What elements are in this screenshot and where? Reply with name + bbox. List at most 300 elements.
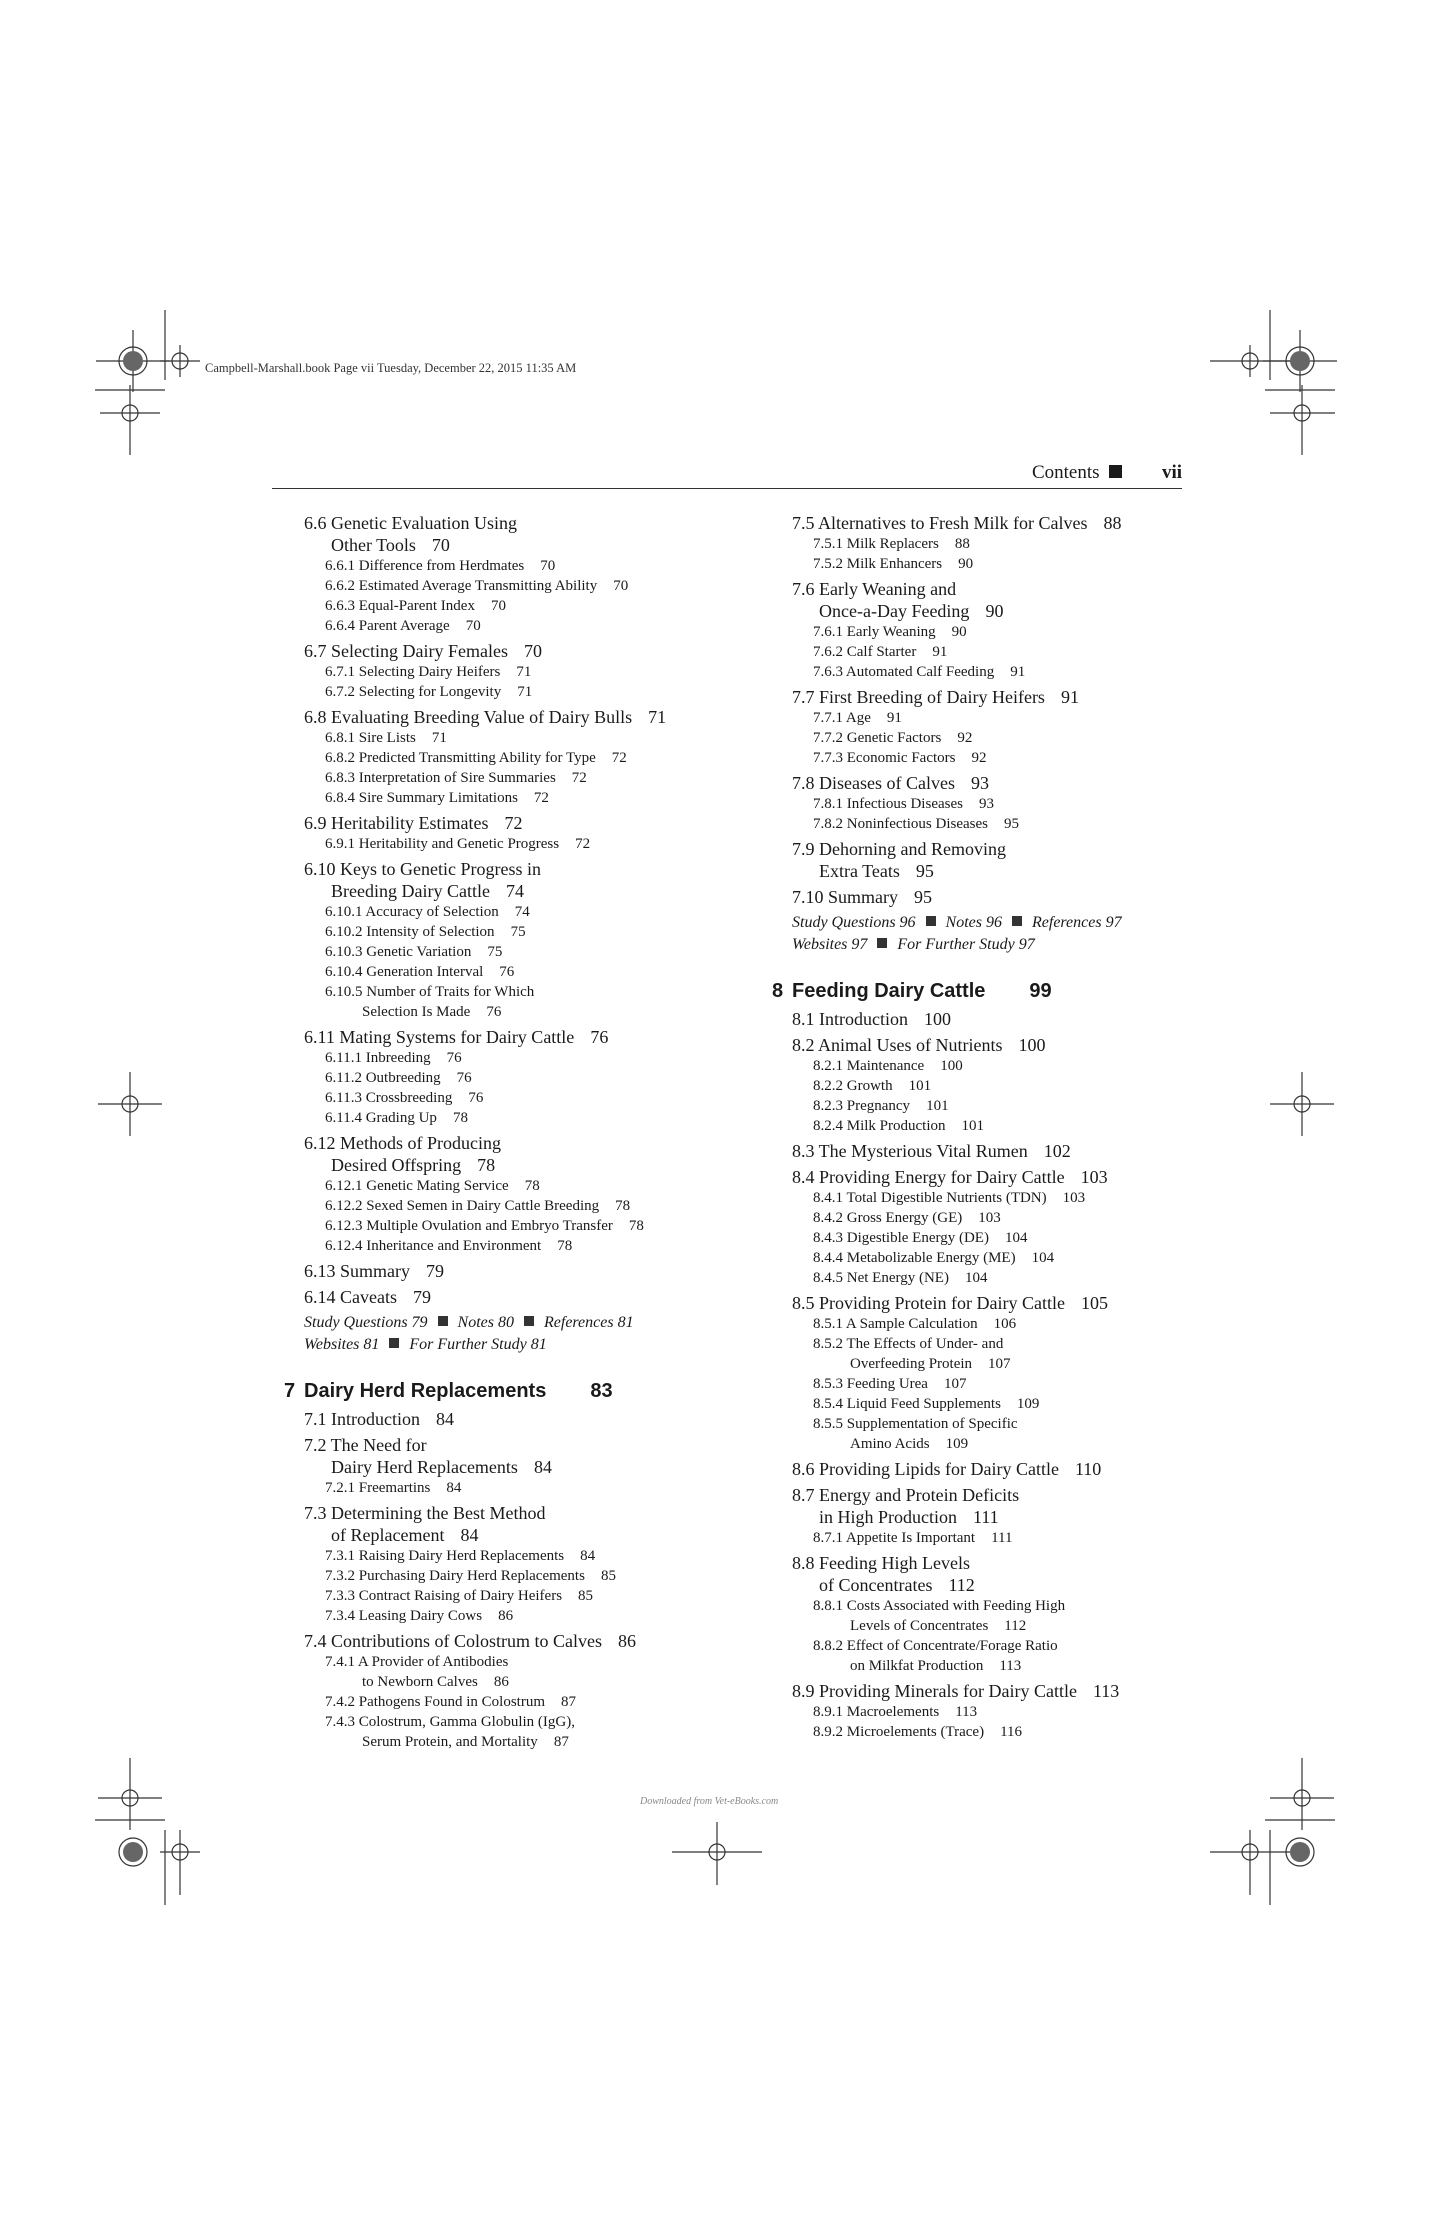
entry-title: 8.4.5 Net Energy (NE)	[813, 1270, 949, 1286]
toc-subsection-entry[interactable]	[272, 902, 742, 922]
entry-page-number: 88	[954, 536, 970, 552]
entry-page-number: 111	[991, 1530, 1013, 1546]
entry-title-continued: Levels of Concentrates 112	[850, 1618, 1027, 1634]
end-matter-item: Notes 96	[945, 914, 1002, 931]
entry-page-number: 75	[510, 924, 526, 940]
toc-subsection-entry[interactable]	[760, 708, 1230, 728]
chapter-number: 7	[284, 1380, 296, 1402]
toc-section-entry[interactable]	[760, 1484, 1230, 1528]
toc-subsection-entry[interactable]	[760, 1228, 1230, 1248]
bullet-square-icon	[524, 1316, 534, 1326]
toc-section-entry[interactable]	[760, 1680, 1230, 1702]
toc-subsection-entry[interactable]	[760, 1188, 1230, 1208]
entry-page-number: 76	[499, 964, 515, 980]
toc-subsection-entry[interactable]	[272, 1478, 742, 1498]
toc-subsection-entry[interactable]	[760, 1208, 1230, 1228]
entry-title: 7.9 Dehorning and Removing	[792, 839, 1006, 859]
entry-page-number: 100	[923, 1009, 951, 1029]
entry-title: 8.8 Feeding High Levels	[792, 1553, 970, 1573]
entry-title: 7.7.1 Age	[813, 710, 871, 726]
entry-page-number: 103	[1062, 1190, 1086, 1206]
entry-page-number: 87	[561, 1694, 577, 1710]
end-matter-item: For Further Study 97	[897, 936, 1035, 953]
toc-left-column	[272, 508, 742, 1752]
entry-page-number: 101	[926, 1098, 949, 1114]
toc-subsection-entry[interactable]	[272, 576, 742, 596]
entry-title: 8.5.5 Supplementation of Specific	[813, 1416, 1018, 1432]
entry-page-number: 104	[1031, 1250, 1055, 1266]
entry-page-number: 90	[958, 556, 974, 572]
entry-page-number: 70	[540, 558, 556, 574]
entry-page-number: 103	[1080, 1167, 1108, 1187]
toc-section-entry[interactable]	[272, 1434, 742, 1478]
entry-page-number: 100	[940, 1058, 963, 1074]
toc-section-entry[interactable]	[272, 1132, 742, 1176]
toc-subsection-entry[interactable]	[272, 748, 742, 768]
entry-title: 7.10 Summary	[792, 887, 898, 907]
toc-subsection-entry[interactable]	[760, 1334, 1230, 1374]
entry-title: 6.8 Evaluating Breeding Value of Dairy Bulls	[304, 707, 633, 727]
toc-subsection-entry[interactable]	[272, 1712, 742, 1752]
entry-page-number: 76	[446, 1050, 462, 1066]
toc-subsection-entry[interactable]	[760, 1636, 1230, 1676]
toc-section-entry[interactable]	[760, 512, 1230, 534]
entry-title: 6.6.4 Parent Average	[325, 618, 450, 634]
toc-subsection-entry[interactable]	[272, 1068, 742, 1088]
bullet-square-icon	[877, 938, 887, 948]
entry-title: 6.12.3 Multiple Ovulation and Embryo Transfer	[325, 1218, 613, 1234]
entry-title: 6.9.1 Heritability and Genetic Progress	[325, 836, 560, 852]
entry-title-continued: in High Production 111	[819, 1507, 999, 1527]
entry-title: 8.8.2 Effect of Concentrate/Forage Ratio	[813, 1638, 1058, 1654]
entry-title: 6.8.3 Interpretation of Sire Summaries	[325, 770, 556, 786]
entry-page-number: 88	[1103, 513, 1122, 533]
entry-title: 8.2.4 Milk Production	[813, 1118, 946, 1134]
entry-page-number: 105	[1080, 1293, 1108, 1313]
entry-title: 7.8 Diseases of Calves	[792, 773, 955, 793]
entry-title: 8.9.1 Macroelements	[813, 1704, 940, 1720]
header-title: Contents	[1032, 462, 1122, 484]
entry-page-number: 70	[523, 641, 542, 661]
entry-page-number: 76	[468, 1090, 484, 1106]
entry-title: 6.9 Heritability Estimates	[304, 813, 489, 833]
entry-title: 8.2 Animal Uses of Nutrients	[792, 1035, 1003, 1055]
entry-page-number: 72	[575, 836, 591, 852]
entry-page-number: 104	[964, 1270, 988, 1286]
toc-subsection-entry[interactable]	[272, 616, 742, 636]
entry-page-number: 93	[978, 796, 994, 812]
toc-subsection-entry[interactable]	[272, 922, 742, 942]
bullet-square-icon	[1012, 916, 1022, 926]
entry-page-number: 70	[431, 535, 450, 555]
entry-title: 6.7.1 Selecting Dairy Heifers	[325, 664, 501, 680]
bullet-square-icon	[926, 916, 936, 926]
entry-title-continued: Amino Acids 109	[850, 1436, 969, 1452]
entry-page-number: 112	[948, 1575, 975, 1595]
entry-title: 7.3.3 Contract Raising of Dairy Heifers	[325, 1588, 563, 1604]
entry-title-continued: on Milkfat Production 113	[850, 1658, 1022, 1674]
toc-subsection-entry[interactable]	[760, 1528, 1230, 1548]
toc-subsection-entry[interactable]	[760, 642, 1230, 662]
toc-section-entry[interactable]	[272, 858, 742, 902]
entry-title-continued: Other Tools 70	[331, 535, 450, 555]
entry-page-number: 85	[600, 1568, 616, 1584]
entry-page-number: 92	[971, 750, 987, 766]
entry-title: 7.8.2 Noninfectious Diseases	[813, 816, 988, 832]
entry-page-number: 109	[945, 1436, 969, 1452]
entry-page-number: 93	[970, 773, 989, 793]
toc-subsection-entry[interactable]	[272, 1236, 742, 1256]
entry-title: 7.1 Introduction	[304, 1409, 420, 1429]
end-matter-item: References 97	[1032, 914, 1122, 931]
toc-end-matter[interactable]	[760, 912, 1230, 956]
entry-title-continued: Desired Offspring 78	[331, 1155, 496, 1175]
entry-title: 7.4.2 Pathogens Found in Colostrum	[325, 1694, 546, 1710]
entry-page-number: 84	[533, 1457, 552, 1477]
entry-title: 6.7.2 Selecting for Longevity	[325, 684, 502, 700]
entry-title: 6.11 Mating Systems for Dairy Cattle	[304, 1027, 575, 1047]
toc-section-entry[interactable]	[272, 812, 742, 834]
entry-page-number: 103	[978, 1210, 1001, 1226]
toc-subsection-entry[interactable]	[272, 1652, 742, 1692]
entry-page-number: 75	[487, 944, 503, 960]
entry-page-number: 86	[618, 1631, 637, 1651]
entry-title: 8.9.2 Microelements (Trace)	[813, 1724, 985, 1740]
chapter-title: Dairy Herd Replacements	[304, 1380, 547, 1402]
chapter-title: Feeding Dairy Cattle	[792, 980, 986, 1002]
toc-subsection-entry[interactable]	[272, 1216, 742, 1236]
toc-section-entry[interactable]	[760, 1166, 1230, 1188]
entry-title: 6.6.3 Equal-Parent Index	[325, 598, 475, 614]
toc-section-entry[interactable]	[760, 1292, 1230, 1314]
entry-page-number: 72	[504, 813, 523, 833]
entry-title: 6.11.1 Inbreeding	[325, 1050, 431, 1066]
end-matter-item: Notes 80	[457, 1314, 514, 1331]
toc-end-matter[interactable]	[272, 1312, 742, 1356]
entry-title: 7.8.1 Infectious Diseases	[813, 796, 963, 812]
chapter-page-number: 83	[590, 1380, 613, 1402]
bullet-square-icon	[389, 1338, 399, 1348]
toc-section-entry[interactable]	[272, 706, 742, 728]
toc-subsection-entry[interactable]	[272, 962, 742, 982]
entry-page-number: 71	[648, 707, 667, 727]
toc-section-entry[interactable]	[272, 1502, 742, 1546]
entry-page-number: 92	[957, 730, 973, 746]
toc-subsection-entry[interactable]	[272, 682, 742, 702]
entry-page-number: 113	[955, 1704, 978, 1720]
entry-page-number: 76	[486, 1004, 502, 1020]
entry-title-continued: to Newborn Calves 86	[362, 1674, 509, 1690]
toc-chapter-heading[interactable]	[272, 1378, 742, 1404]
toc-subsection-entry[interactable]	[760, 1596, 1230, 1636]
toc-subsection-entry[interactable]	[272, 1108, 742, 1128]
toc-subsection-entry[interactable]	[760, 1414, 1230, 1454]
entry-page-number: 109	[1016, 1396, 1040, 1412]
entry-title-continued: Selection Is Made 76	[362, 1004, 502, 1020]
entry-page-number: 91	[932, 644, 948, 660]
toc-section-entry[interactable]	[760, 886, 1230, 908]
chapter-page-number: 99	[1029, 980, 1052, 1002]
entry-title: 6.10.3 Genetic Variation	[325, 944, 472, 960]
entry-title: 6.6.2 Estimated Average Transmitting Ability	[325, 578, 598, 594]
entry-title: 6.12.4 Inheritance and Environment	[325, 1238, 542, 1254]
entry-page-number: 72	[611, 750, 627, 766]
entry-title: 6.11.4 Grading Up	[325, 1110, 437, 1126]
entry-page-number: 104	[1004, 1230, 1028, 1246]
entry-page-number: 86	[493, 1674, 509, 1690]
entry-title: 6.7 Selecting Dairy Females	[304, 641, 508, 661]
entry-page-number: 74	[514, 904, 530, 920]
toc-subsection-entry[interactable]	[760, 1722, 1230, 1742]
toc-subsection-entry[interactable]	[272, 834, 742, 854]
entry-title-continued: Breeding Dairy Cattle 74	[331, 881, 524, 901]
toc-section-entry[interactable]	[760, 686, 1230, 708]
toc-subsection-entry[interactable]	[272, 728, 742, 748]
entry-title: 7.7.2 Genetic Factors	[813, 730, 942, 746]
toc-subsection-entry[interactable]	[272, 1606, 742, 1626]
entry-title: 6.10.1 Accuracy of Selection	[325, 904, 499, 920]
page-number: vii	[1161, 462, 1182, 483]
toc-subsection-entry[interactable]	[760, 1056, 1230, 1076]
entry-title: 8.4.4 Metabolizable Energy (ME)	[813, 1250, 1016, 1266]
entry-title: 6.12.1 Genetic Mating Service	[325, 1178, 509, 1194]
toc-section-entry[interactable]	[760, 1140, 1230, 1162]
toc-subsection-entry[interactable]	[760, 728, 1230, 748]
entry-title: 8.5.3 Feeding Urea	[813, 1376, 928, 1392]
toc-subsection-entry[interactable]	[272, 1586, 742, 1606]
entry-page-number: 78	[628, 1218, 644, 1234]
end-matter-item: References 81	[544, 1314, 634, 1331]
toc-subsection-entry[interactable]	[272, 768, 742, 788]
toc-right-column	[760, 508, 1230, 1742]
entry-page-number: 113	[1092, 1681, 1120, 1701]
entry-title: 7.5.1 Milk Replacers	[813, 536, 939, 552]
entry-title: 8.7.1 Appetite Is Important	[813, 1530, 976, 1546]
entry-title: 8.5.1 A Sample Calculation	[813, 1316, 978, 1332]
end-matter-line	[792, 934, 1230, 956]
toc-subsection-entry[interactable]	[272, 1546, 742, 1566]
entry-title: 6.6.1 Difference from Herdmates	[325, 558, 525, 574]
entry-title: 7.2 The Need for	[304, 1435, 427, 1455]
entry-page-number: 95	[914, 887, 932, 907]
entry-page-number: 95	[915, 861, 934, 881]
end-matter-item: For Further Study 81	[409, 1336, 547, 1353]
entry-page-number: 91	[1060, 687, 1079, 707]
entry-page-number: 84	[460, 1525, 479, 1545]
entry-title: 7.6 Early Weaning and	[792, 579, 957, 599]
toc-section-entry[interactable]	[760, 578, 1230, 622]
toc-subsection-entry[interactable]	[760, 1394, 1230, 1414]
toc-section-entry[interactable]	[272, 512, 742, 556]
toc-subsection-entry[interactable]	[760, 1374, 1230, 1394]
entry-page-number: 72	[533, 790, 549, 806]
entry-page-number: 71	[516, 664, 532, 680]
entry-title: 6.12.2 Sexed Semen in Dairy Cattle Breeding	[325, 1198, 600, 1214]
toc-section-entry[interactable]	[272, 1630, 742, 1652]
entry-page-number: 70	[613, 578, 629, 594]
toc-subsection-entry[interactable]	[272, 942, 742, 962]
entry-title: 7.6.3 Automated Calf Feeding	[813, 664, 995, 680]
entry-title: 8.5.2 The Effects of Under- and	[813, 1336, 1004, 1352]
entry-title: 6.12 Methods of Producing	[304, 1133, 501, 1153]
entry-page-number: 78	[524, 1178, 540, 1194]
entry-page-number: 71	[431, 730, 447, 746]
entry-title: 6.6 Genetic Evaluation Using	[304, 513, 517, 533]
end-matter-item: Websites 97	[792, 936, 868, 953]
entry-page-number: 72	[571, 770, 587, 786]
toc-subsection-entry[interactable]	[272, 788, 742, 808]
entry-title: 8.6 Providing Lipids for Dairy Cattle	[792, 1459, 1059, 1479]
entry-page-number: 101	[961, 1118, 985, 1134]
toc-subsection-entry[interactable]	[760, 1268, 1230, 1288]
entry-title: 7.3 Determining the Best Method	[304, 1503, 546, 1523]
entry-title: 6.10.4 Generation Interval	[325, 964, 484, 980]
entry-page-number: 101	[908, 1078, 932, 1094]
entry-page-number: 85	[578, 1588, 594, 1604]
toc-subsection-entry[interactable]	[272, 1048, 742, 1068]
entry-page-number: 84	[435, 1409, 454, 1429]
toc-subsection-entry[interactable]	[272, 1176, 742, 1196]
entry-page-number: 78	[477, 1155, 496, 1175]
end-matter-line	[304, 1312, 742, 1334]
entry-page-number: 110	[1074, 1459, 1102, 1479]
entry-page-number: 102	[1043, 1141, 1071, 1161]
toc-subsection-entry[interactable]	[760, 814, 1230, 834]
entry-page-number: 76	[456, 1070, 472, 1086]
entry-title: 8.4.3 Digestible Energy (DE)	[813, 1230, 989, 1246]
entry-page-number: 95	[1003, 816, 1019, 832]
toc-subsection-entry[interactable]	[272, 1692, 742, 1712]
toc-subsection-entry[interactable]	[760, 1702, 1230, 1722]
entry-title: 7.7.3 Economic Factors	[813, 750, 956, 766]
running-header	[272, 458, 1182, 489]
toc-subsection-entry[interactable]	[272, 982, 742, 1022]
end-matter-item: Study Questions 79	[304, 1314, 428, 1331]
toc-subsection-entry[interactable]	[272, 662, 742, 682]
toc-subsection-entry[interactable]	[760, 622, 1230, 642]
entry-title: 7.3.4 Leasing Dairy Cows	[325, 1608, 483, 1624]
entry-page-number: 90	[951, 624, 967, 640]
entry-title: 8.3 The Mysterious Vital Rumen	[792, 1141, 1028, 1161]
toc-subsection-entry[interactable]	[272, 1088, 742, 1108]
download-watermark: Downloaded from Vet-eBooks.com	[640, 1796, 779, 1807]
entry-page-number: 70	[490, 598, 506, 614]
entry-title-continued: Serum Protein, and Mortality 87	[362, 1734, 569, 1750]
entry-page-number: 106	[993, 1316, 1017, 1332]
entry-title: 7.4.3 Colostrum, Gamma Globulin (IgG),	[325, 1714, 575, 1730]
entry-page-number: 79	[426, 1261, 444, 1281]
entry-page-number: 107	[943, 1376, 967, 1392]
entry-title: 6.13 Summary	[304, 1261, 410, 1281]
toc-subsection-entry[interactable]	[272, 1566, 742, 1586]
entry-title: 7.2.1 Freemartins	[325, 1480, 431, 1496]
entry-page-number: 71	[517, 684, 533, 700]
toc-section-entry[interactable]	[272, 1408, 742, 1430]
toc-subsection-entry[interactable]	[760, 662, 1230, 682]
toc-section-entry[interactable]	[272, 1260, 742, 1282]
toc-subsection-entry[interactable]	[272, 596, 742, 616]
entry-page-number: 113	[999, 1658, 1022, 1674]
toc-subsection-entry[interactable]	[272, 1196, 742, 1216]
entry-page-number: 107	[988, 1356, 1011, 1372]
toc-subsection-entry[interactable]	[760, 1248, 1230, 1268]
toc-subsection-entry[interactable]	[272, 556, 742, 576]
entry-title-continued: Extra Teats 95	[819, 861, 934, 881]
entry-title-continued: of Replacement 84	[331, 1525, 479, 1545]
entry-title: 8.4 Providing Energy for Dairy Cattle	[792, 1167, 1065, 1187]
toc-section-entry[interactable]	[760, 838, 1230, 882]
entry-title: 8.5 Providing Protein for Dairy Cattle	[792, 1293, 1065, 1313]
toc-subsection-entry[interactable]	[760, 794, 1230, 814]
toc-subsection-entry[interactable]	[760, 748, 1230, 768]
toc-subsection-entry[interactable]	[760, 534, 1230, 554]
entry-page-number: 84	[446, 1480, 462, 1496]
entry-title: 7.3.1 Raising Dairy Herd Replacements	[325, 1548, 565, 1564]
toc-section-entry[interactable]	[760, 772, 1230, 794]
chapter-number: 8	[772, 980, 784, 1002]
entry-page-number: 84	[580, 1548, 596, 1564]
entry-page-number: 70	[465, 618, 481, 634]
toc-section-entry[interactable]	[760, 1034, 1230, 1056]
toc-section-entry[interactable]	[760, 1008, 1230, 1030]
entry-title-continued: Dairy Herd Replacements 84	[331, 1457, 552, 1477]
entry-title: 8.5.4 Liquid Feed Supplements	[813, 1396, 1001, 1412]
toc-subsection-entry[interactable]	[760, 1314, 1230, 1334]
toc-section-entry[interactable]	[760, 1458, 1230, 1480]
toc-section-entry[interactable]	[272, 640, 742, 662]
end-matter-item: Websites 81	[304, 1336, 380, 1353]
entry-title: 6.10 Keys to Genetic Progress in	[304, 859, 541, 879]
entry-title: 7.6.2 Calf Starter	[813, 644, 917, 660]
toc-subsection-entry[interactable]	[760, 1116, 1230, 1136]
entry-page-number: 86	[498, 1608, 514, 1624]
toc-subsection-entry[interactable]	[760, 1076, 1230, 1096]
entry-page-number: 78	[452, 1110, 468, 1126]
entry-title-continued: of Concentrates 112	[819, 1575, 975, 1595]
toc-chapter-heading[interactable]	[760, 978, 1230, 1004]
toc-section-entry[interactable]	[760, 1552, 1230, 1596]
entry-title: 8.8.1 Costs Associated with Feeding High	[813, 1598, 1066, 1614]
entry-title: 8.9 Providing Minerals for Dairy Cattle	[792, 1681, 1077, 1701]
toc-section-entry[interactable]	[272, 1026, 742, 1048]
entry-page-number: 87	[553, 1734, 569, 1750]
entry-title: 8.7 Energy and Protein Deficits	[792, 1485, 1020, 1505]
entry-title: 8.4.2 Gross Energy (GE)	[813, 1210, 963, 1226]
entry-page-number: 116	[1000, 1724, 1023, 1740]
entry-title: 7.3.2 Purchasing Dairy Herd Replacements	[325, 1568, 585, 1584]
end-matter-line	[304, 1334, 742, 1356]
entry-title: 6.11.2 Outbreeding	[325, 1070, 441, 1086]
entry-page-number: 112	[1004, 1618, 1027, 1634]
entry-title-continued: Once-a-Day Feeding 90	[819, 601, 1004, 621]
toc-subsection-entry[interactable]	[760, 554, 1230, 574]
entry-title-continued: Overfeeding Protein 107	[850, 1356, 1011, 1372]
entry-page-number: 79	[412, 1287, 431, 1307]
toc-subsection-entry[interactable]	[760, 1096, 1230, 1116]
print-slug: Campbell-Marshall.book Page vii Tuesday, December 22, 2015 11:35 AM	[205, 361, 577, 375]
entry-title: 7.4.1 A Provider of Antibodies	[325, 1654, 509, 1670]
entry-title: 8.2.3 Pregnancy	[813, 1098, 911, 1114]
entry-title: 7.5.2 Milk Enhancers	[813, 556, 943, 572]
entry-page-number: 90	[985, 601, 1004, 621]
toc-section-entry[interactable]	[272, 1286, 742, 1308]
entry-title: 6.8.4 Sire Summary Limitations	[325, 790, 518, 806]
entry-page-number: 111	[973, 1507, 999, 1527]
entry-title: 6.8.1 Sire Lists	[325, 730, 416, 746]
entry-page-number: 76	[590, 1027, 609, 1047]
entry-page-number: 74	[505, 881, 524, 901]
entry-title: 8.2.1 Maintenance	[813, 1058, 925, 1074]
